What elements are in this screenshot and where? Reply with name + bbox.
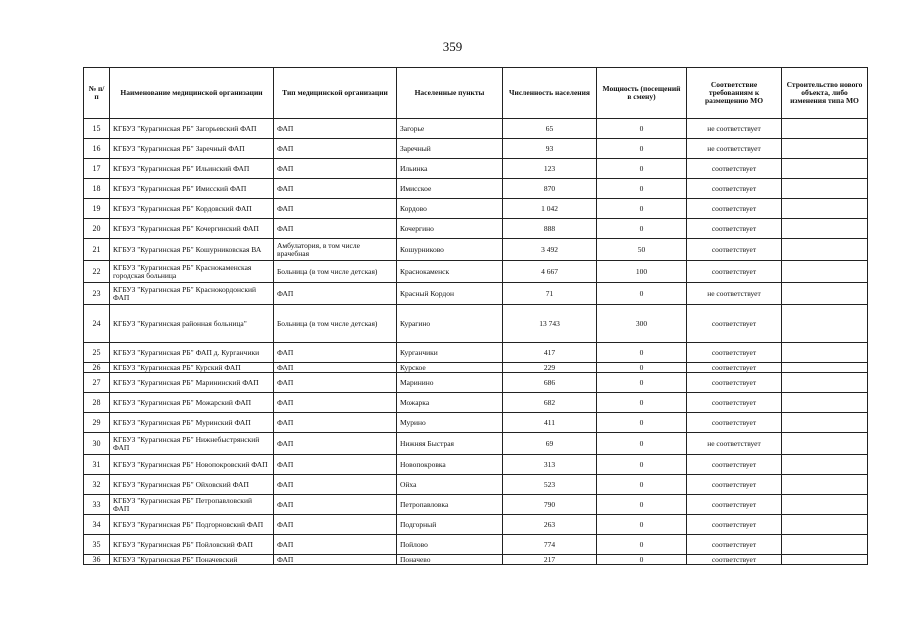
header-settlements: Населенные пункты [397, 68, 503, 119]
table-row [84, 283, 868, 305]
construction-note-cell [782, 535, 868, 555]
row-number-cell: 24 [84, 305, 110, 343]
organization-type-cell: ФАП [274, 199, 397, 219]
compliance-status-cell: соответствует [687, 239, 782, 261]
header-capacity: Мощность (посещений в смену) [597, 68, 687, 119]
population-cell: 888 [503, 219, 597, 239]
row-number-cell: 18 [84, 179, 110, 199]
capacity-cell: 0 [597, 475, 687, 495]
population-cell: 1 042 [503, 199, 597, 219]
table-row [84, 119, 868, 139]
organization-type-cell: ФАП [274, 363, 397, 373]
table-row [84, 239, 868, 261]
construction-note-cell [782, 283, 868, 305]
organization-name-cell: КГБУЗ "Курагинская РБ" Поначевский [110, 555, 274, 565]
organization-type-cell: ФАП [274, 119, 397, 139]
row-number-cell: 34 [84, 515, 110, 535]
organization-type-cell: ФАП [274, 555, 397, 565]
table-header-row [84, 68, 868, 119]
population-cell: 69 [503, 433, 597, 455]
organization-name-cell: КГБУЗ "Курагинская РБ" Ойховский ФАП [110, 475, 274, 495]
organization-name-cell: КГБУЗ "Курагинская РБ" Курский ФАП [110, 363, 274, 373]
row-number-cell: 25 [84, 343, 110, 363]
construction-note-cell [782, 239, 868, 261]
settlement-cell: Пойлово [397, 535, 503, 555]
row-number-cell: 21 [84, 239, 110, 261]
organization-name-cell: КГБУЗ "Курагинская районная больница" [110, 305, 274, 343]
capacity-cell: 0 [597, 455, 687, 475]
capacity-cell: 0 [597, 555, 687, 565]
compliance-status-cell: соответствует [687, 495, 782, 515]
construction-note-cell [782, 119, 868, 139]
settlement-cell: Кочергино [397, 219, 503, 239]
organization-name-cell: КГБУЗ "Курагинская РБ" Кочергинский ФАП [110, 219, 274, 239]
capacity-cell: 300 [597, 305, 687, 343]
compliance-status-cell: соответствует [687, 373, 782, 393]
population-cell: 686 [503, 373, 597, 393]
population-cell: 417 [503, 343, 597, 363]
organization-name-cell: КГБУЗ "Курагинская РБ" Петропавловский ФАП [110, 495, 274, 515]
construction-note-cell [782, 433, 868, 455]
capacity-cell: 0 [597, 139, 687, 159]
settlement-cell: Ойха [397, 475, 503, 495]
table-row [84, 495, 868, 515]
organization-type-cell: ФАП [274, 159, 397, 179]
organization-name-cell: КГБУЗ "Курагинская РБ" Можарский ФАП [110, 393, 274, 413]
row-number-cell: 17 [84, 159, 110, 179]
organization-type-cell: Больница (в том числе детская) [274, 261, 397, 283]
table-row [84, 343, 868, 363]
table-row [84, 159, 868, 179]
header-population: Численность населения [503, 68, 597, 119]
compliance-status-cell: соответствует [687, 261, 782, 283]
settlement-cell: Красный Кордон [397, 283, 503, 305]
row-number-cell: 23 [84, 283, 110, 305]
organization-name-cell: КГБУЗ "Курагинская РБ" Ильинский ФАП [110, 159, 274, 179]
compliance-status-cell: соответствует [687, 393, 782, 413]
compliance-status-cell: не соответствует [687, 433, 782, 455]
capacity-cell: 0 [597, 393, 687, 413]
organization-type-cell: ФАП [274, 393, 397, 413]
row-number-cell: 31 [84, 455, 110, 475]
compliance-status-cell: соответствует [687, 305, 782, 343]
organization-type-cell: ФАП [274, 139, 397, 159]
organization-type-cell: ФАП [274, 283, 397, 305]
compliance-status-cell: соответствует [687, 343, 782, 363]
compliance-status-cell: соответствует [687, 455, 782, 475]
row-number-cell: 35 [84, 535, 110, 555]
header-compliance: Соответствие требованиям к размещению МО [687, 68, 782, 119]
population-cell: 263 [503, 515, 597, 535]
capacity-cell: 0 [597, 373, 687, 393]
settlement-cell: Маринино [397, 373, 503, 393]
organization-type-cell: ФАП [274, 343, 397, 363]
compliance-status-cell: соответствует [687, 179, 782, 199]
row-number-cell: 26 [84, 363, 110, 373]
construction-note-cell [782, 199, 868, 219]
organization-type-cell: ФАП [274, 433, 397, 455]
table-row [84, 433, 868, 455]
compliance-status-cell: не соответствует [687, 119, 782, 139]
population-cell: 870 [503, 179, 597, 199]
organization-name-cell: КГБУЗ "Курагинская РБ" Заречный ФАП [110, 139, 274, 159]
table-row [84, 179, 868, 199]
organization-name-cell: КГБУЗ "Курагинская РБ" Нижнебыстрянский ФАП [110, 433, 274, 455]
row-number-cell: 33 [84, 495, 110, 515]
medical-organizations-table [83, 67, 868, 565]
capacity-cell: 0 [597, 515, 687, 535]
compliance-status-cell: соответствует [687, 159, 782, 179]
organization-name-cell: КГБУЗ "Курагинская РБ" Пойловский ФАП [110, 535, 274, 555]
compliance-status-cell: соответствует [687, 535, 782, 555]
construction-note-cell [782, 363, 868, 373]
settlement-cell: Кордово [397, 199, 503, 219]
population-cell: 65 [503, 119, 597, 139]
table-row [84, 373, 868, 393]
organization-type-cell: ФАП [274, 475, 397, 495]
settlement-cell: Поначево [397, 555, 503, 565]
table-row [84, 219, 868, 239]
row-number-cell: 15 [84, 119, 110, 139]
capacity-cell: 0 [597, 495, 687, 515]
organization-type-cell: Больница (в том числе детская) [274, 305, 397, 343]
population-cell: 4 667 [503, 261, 597, 283]
settlement-cell: Кошурниково [397, 239, 503, 261]
organization-name-cell: КГБУЗ "Курагинская РБ" Муринский ФАП [110, 413, 274, 433]
settlement-cell: Курагино [397, 305, 503, 343]
header-organization-type: Тип медицинской организации [274, 68, 397, 119]
population-cell: 217 [503, 555, 597, 565]
capacity-cell: 0 [597, 179, 687, 199]
settlement-cell: Загорье [397, 119, 503, 139]
population-cell: 682 [503, 393, 597, 413]
population-cell: 790 [503, 495, 597, 515]
organization-type-cell: ФАП [274, 535, 397, 555]
capacity-cell: 50 [597, 239, 687, 261]
capacity-cell: 0 [597, 363, 687, 373]
organization-type-cell: ФАП [274, 455, 397, 475]
construction-note-cell [782, 179, 868, 199]
organization-name-cell: КГБУЗ "Курагинская РБ" Загорьевский ФАП [110, 119, 274, 139]
header-organization-name: Наименование медицинской организации [110, 68, 274, 119]
table-row [84, 363, 868, 373]
row-number-cell: 32 [84, 475, 110, 495]
population-cell: 229 [503, 363, 597, 373]
settlement-cell: Подгорный [397, 515, 503, 535]
header-construction: Строительство нового объекта, либо изменения типа МО [782, 68, 868, 119]
construction-note-cell [782, 373, 868, 393]
capacity-cell: 0 [597, 219, 687, 239]
settlement-cell: Петропавловка [397, 495, 503, 515]
table-row [84, 475, 868, 495]
organization-type-cell: ФАП [274, 515, 397, 535]
settlement-cell: Курганчики [397, 343, 503, 363]
construction-note-cell [782, 219, 868, 239]
capacity-cell: 0 [597, 535, 687, 555]
table-row [84, 305, 868, 343]
settlement-cell: Новопокровка [397, 455, 503, 475]
organization-type-cell: ФАП [274, 219, 397, 239]
row-number-cell: 36 [84, 555, 110, 565]
population-cell: 523 [503, 475, 597, 495]
organization-name-cell: КГБУЗ "Курагинская РБ" Подгорновский ФАП [110, 515, 274, 535]
compliance-status-cell: не соответствует [687, 139, 782, 159]
settlement-cell: Ильинка [397, 159, 503, 179]
organization-name-cell: КГБУЗ "Курагинская РБ" Новопокровский ФАП [110, 455, 274, 475]
compliance-status-cell: соответствует [687, 363, 782, 373]
table-row [84, 413, 868, 433]
row-number-cell: 22 [84, 261, 110, 283]
construction-note-cell [782, 455, 868, 475]
table-row [84, 455, 868, 475]
organization-type-cell: ФАП [274, 413, 397, 433]
settlement-cell: Нижняя Быстрая [397, 433, 503, 455]
construction-note-cell [782, 343, 868, 363]
population-cell: 93 [503, 139, 597, 159]
compliance-status-cell: соответствует [687, 219, 782, 239]
organization-type-cell: ФАП [274, 179, 397, 199]
compliance-status-cell: соответствует [687, 199, 782, 219]
construction-note-cell [782, 495, 868, 515]
capacity-cell: 0 [597, 119, 687, 139]
organization-name-cell: КГБУЗ "Курагинская РБ" Краснокаменская городская больница [110, 261, 274, 283]
settlement-cell: Заречный [397, 139, 503, 159]
construction-note-cell [782, 515, 868, 535]
capacity-cell: 0 [597, 433, 687, 455]
header-number: № п/п [84, 68, 110, 119]
table-row [84, 555, 868, 565]
organization-type-cell: ФАП [274, 495, 397, 515]
population-cell: 313 [503, 455, 597, 475]
compliance-status-cell: не соответствует [687, 283, 782, 305]
construction-note-cell [782, 413, 868, 433]
settlement-cell: Мурино [397, 413, 503, 433]
row-number-cell: 16 [84, 139, 110, 159]
capacity-cell: 0 [597, 199, 687, 219]
compliance-status-cell: соответствует [687, 475, 782, 495]
organization-type-cell: ФАП [274, 373, 397, 393]
table-row [84, 261, 868, 283]
compliance-status-cell: соответствует [687, 515, 782, 535]
compliance-status-cell: соответствует [687, 555, 782, 565]
capacity-cell: 0 [597, 343, 687, 363]
organization-name-cell: КГБУЗ "Курагинская РБ" Имисский ФАП [110, 179, 274, 199]
row-number-cell: 29 [84, 413, 110, 433]
settlement-cell: Имисское [397, 179, 503, 199]
settlement-cell: Можарка [397, 393, 503, 413]
row-number-cell: 20 [84, 219, 110, 239]
table-row [84, 393, 868, 413]
population-cell: 411 [503, 413, 597, 433]
row-number-cell: 27 [84, 373, 110, 393]
table-row [84, 535, 868, 555]
organization-name-cell: КГБУЗ "Курагинская РБ" Краснокордонский ФАП [110, 283, 274, 305]
construction-note-cell [782, 305, 868, 343]
table-row [84, 515, 868, 535]
row-number-cell: 28 [84, 393, 110, 413]
table-row [84, 139, 868, 159]
organization-name-cell: КГБУЗ "Курагинская РБ" Кошурниковская ВА [110, 239, 274, 261]
organization-name-cell: КГБУЗ "Курагинская РБ" ФАП д. Курганчики [110, 343, 274, 363]
settlement-cell: Краснокаменск [397, 261, 503, 283]
organization-type-cell: Амбулатория, в том числе врачебная [274, 239, 397, 261]
capacity-cell: 0 [597, 413, 687, 433]
construction-note-cell [782, 475, 868, 495]
row-number-cell: 19 [84, 199, 110, 219]
capacity-cell: 100 [597, 261, 687, 283]
settlement-cell: Курское [397, 363, 503, 373]
population-cell: 71 [503, 283, 597, 305]
capacity-cell: 0 [597, 159, 687, 179]
construction-note-cell [782, 555, 868, 565]
table-body [84, 119, 868, 565]
construction-note-cell [782, 159, 868, 179]
table-row [84, 199, 868, 219]
page-number: 359 [442, 39, 463, 54]
capacity-cell: 0 [597, 283, 687, 305]
compliance-status-cell: соответствует [687, 413, 782, 433]
construction-note-cell [782, 393, 868, 413]
population-cell: 3 492 [503, 239, 597, 261]
population-cell: 774 [503, 535, 597, 555]
organization-name-cell: КГБУЗ "Курагинская РБ" Марининский ФАП [110, 373, 274, 393]
row-number-cell: 30 [84, 433, 110, 455]
construction-note-cell [782, 139, 868, 159]
organization-name-cell: КГБУЗ "Курагинская РБ" Кордовский ФАП [110, 199, 274, 219]
construction-note-cell [782, 261, 868, 283]
population-cell: 123 [503, 159, 597, 179]
population-cell: 13 743 [503, 305, 597, 343]
